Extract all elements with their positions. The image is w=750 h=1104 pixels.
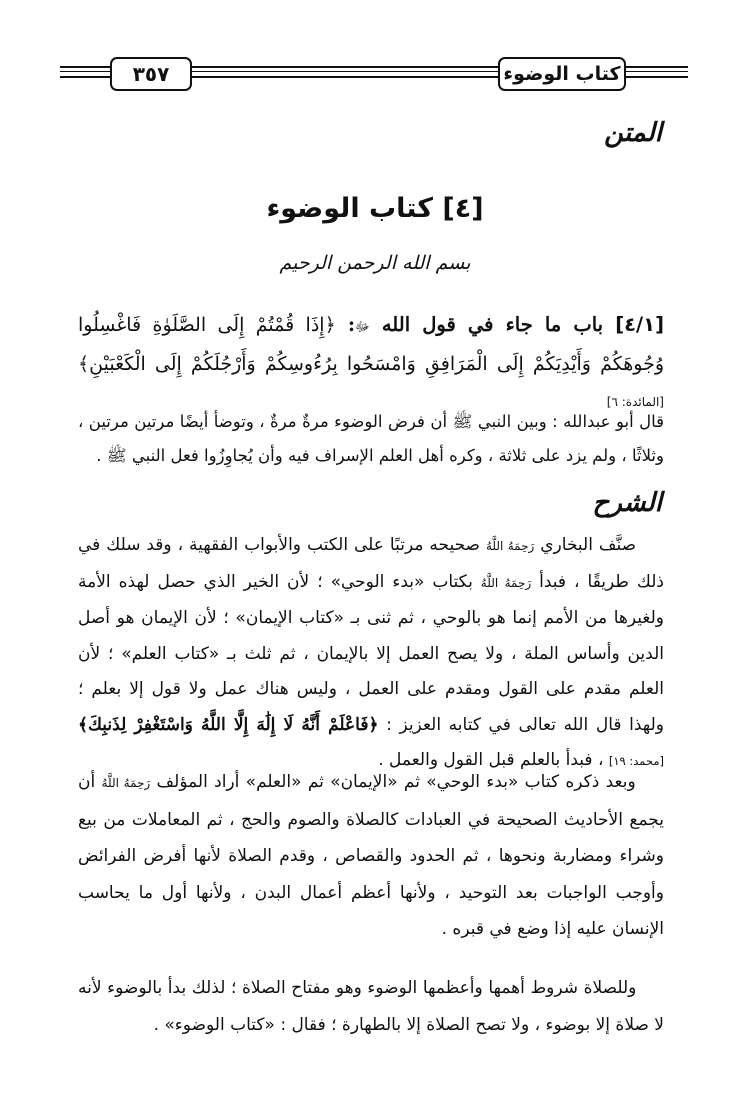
bab-honorific: ﷻ bbox=[355, 320, 370, 335]
text-run: صحيحه مرتبًا على الكتب والأبواب الفقهية ، وقد سلك في ذلك طريقًا ، فبدأ bbox=[78, 535, 664, 592]
sharh-label: الشرح bbox=[592, 488, 662, 518]
bab-heading bbox=[78, 307, 664, 420]
quran-verse: ﴿إِذَا قُمْتُمْ إِلَى الصَّلَوٰةِ فَاغْسِلُوا وُجُوهَكُمْ وَأَيْدِيَكُمْ إِلَى الْمَرَافِقِ وَامْسَحُوا بِرُءُوسِكُمْ وَأَرْجُلَكُمْ إِلَى الْكَعْبَيْنِ﴾ bbox=[78, 314, 664, 375]
sharh-paragraph-3 bbox=[78, 970, 664, 1043]
honorific: رَحِمَهُ اللَّهُ bbox=[101, 776, 151, 790]
text-run: ، فبدأ بالعلم قبل القول والعمل . bbox=[378, 750, 604, 770]
text-run: صنَّف البخاري bbox=[540, 535, 637, 555]
matn-label: المتن bbox=[604, 118, 662, 148]
quran-quote: ﴿فَاعْلَمْ أَنَّهُ لَا إِلَٰهَ إِلَّا اللَّهُ وَاسْتَغْفِرْ لِذَنبِكَ﴾ bbox=[78, 714, 379, 735]
text-run: بكتاب «بدء الوحي» ؛ لأن الخير الذي حصل لهذه الأمة ولغيرها من الأمم إنما هو بالوحي ، ثم ثنى بـ «كتاب الإيمان» ؛ لأن الإيمان هو أصل الدين وأساس الملة ، ولا يصح العمل إلا بالإيمان ، ثم ثلث بـ «كتاب العلم» ؛ لأن العلم مقدم على القول ومقدم على العمل ، وليس هناك عمل ولا قول إلا بعلم ؛ ولهذا قال الله تعالى في كتابه العزيز : bbox=[78, 571, 664, 735]
text-run: وبعد ذكره كتاب «بدء الوحي» ثم «الإيمان» ثم «العلم» أراد المؤلف bbox=[156, 772, 636, 792]
text-run: وللصلاة شروط أهمها وأعظمها الوضوء وهو مفتاح الصلاة ؛ لذلك بدأ بالوضوء لأنه لا صلاة إلا بوضوء ، ولا تصح الصلاة إلا بالطهارة ؛ فقال : «كتاب الوضوء» . bbox=[78, 978, 664, 1035]
text-run: أن يجمع الأحاديث الصحيحة في العبادات كالصلاة والصوم والحج ، ثم المعاملات من بيع وشراء ومضاربة ونحوها ، ثم الحدود والقصاص ، وقدم الصلاة لأنها أفرض الفرائض وأوجب الواجبات بعد التوحيد ، ولأنها أعظم أعمال البدن ، ولأنها أول ما يحاسب الإنسان عليه إذا وضع في قبره . bbox=[78, 772, 664, 939]
verse-reference: [المائدة: ٦] bbox=[606, 395, 664, 409]
book-title: [٤] كتاب الوضوء bbox=[266, 193, 484, 224]
sharh-paragraph-2 bbox=[78, 764, 664, 948]
bab-number: [٤/١] bbox=[615, 313, 664, 336]
honorific: رَحِمَهُ اللَّهُ bbox=[485, 539, 535, 553]
basmala: بسم الله الرحمن الرحيم bbox=[279, 252, 471, 274]
running-chapter-title: كتاب الوضوء bbox=[498, 57, 626, 91]
quran-reference: [محمد: ١٩] bbox=[608, 754, 664, 768]
page-number: ٣٥٧ bbox=[110, 57, 192, 91]
sharh-paragraph-1 bbox=[78, 528, 664, 780]
matn-text: قال أبو عبدالله : وبين النبي ﷺ أن فرض الوضوء مرةٌ مرةٌ ، وتوضأ أيضًا مرتين مرتين ، وثلاثًا ، ولم يزد على ثلاثة ، وكره أهل العلم الإسراف فيه وأن يُجاوِزُوا فعل النبي ﷺ . bbox=[78, 412, 664, 465]
bab-title: باب ما جاء في قول الله bbox=[381, 313, 604, 336]
bab-colon: : bbox=[347, 313, 356, 336]
honorific: رَحِمَهُ اللَّهُ bbox=[480, 575, 532, 590]
